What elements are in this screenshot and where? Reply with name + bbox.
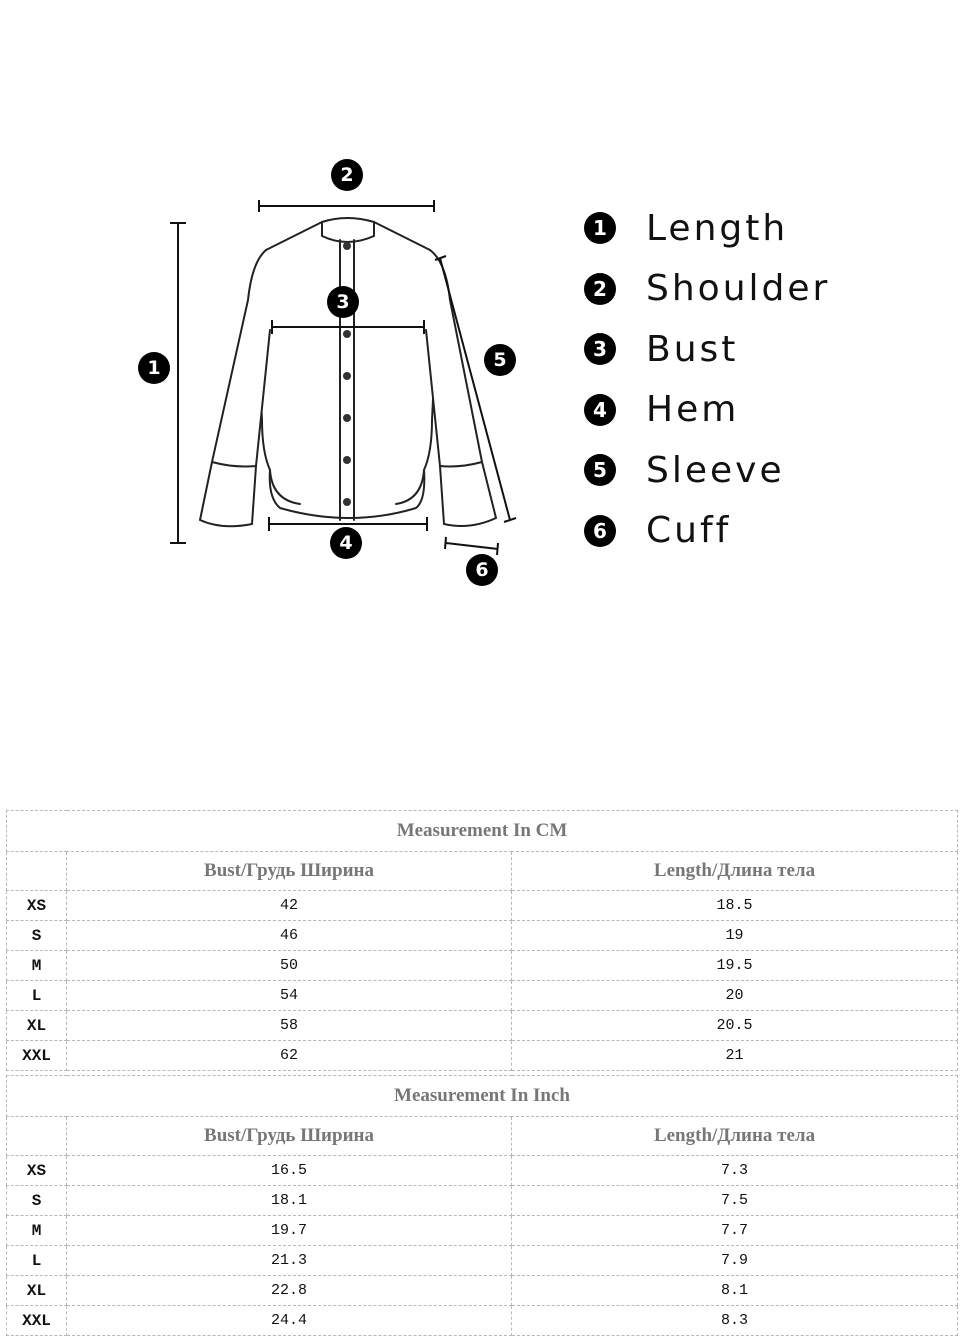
column-header-bust: Bust/Грудь Ширина <box>67 852 512 891</box>
column-header-length: Length/Длина тела <box>512 852 958 891</box>
legend-number: 6 <box>584 515 616 547</box>
legend-label: Hem <box>646 389 740 431</box>
legend-number: 5 <box>584 454 616 486</box>
table-row <box>7 981 958 1011</box>
hem-marker: 4 <box>330 527 362 559</box>
legend-item-cuff <box>584 501 944 562</box>
legend-label: Sleeve <box>646 449 785 491</box>
column-header-length: Length/Длина тела <box>512 1117 958 1156</box>
shoulder-marker: 2 <box>331 159 363 191</box>
legend-label: Shoulder <box>646 268 831 310</box>
length-cell: 7.3 <box>512 1156 958 1186</box>
length-cell: 8.1 <box>512 1276 958 1306</box>
bust-cell: 24.4 <box>67 1306 512 1336</box>
length-cell: 7.5 <box>512 1186 958 1216</box>
bust-cell: 50 <box>67 951 512 981</box>
legend-item-shoulder <box>584 259 944 320</box>
bust-cell: 16.5 <box>67 1156 512 1186</box>
length-cell: 19 <box>512 921 958 951</box>
table-row <box>7 921 958 951</box>
size-cell: L <box>7 1246 67 1276</box>
size-cell: XL <box>7 1276 67 1306</box>
table-row <box>7 1011 958 1041</box>
cuff-marker: 6 <box>466 554 498 586</box>
bust-cell: 22.8 <box>67 1276 512 1306</box>
legend-label: Length <box>646 207 789 249</box>
legend-item-length <box>584 198 944 259</box>
legend-item-sleeve <box>584 440 944 501</box>
size-cell: XL <box>7 1011 67 1041</box>
legend-item-bust <box>584 319 944 380</box>
table-caption: Measurement In Inch <box>7 1076 958 1117</box>
length-cell: 8.3 <box>512 1306 958 1336</box>
bust-cell: 19.7 <box>67 1216 512 1246</box>
shirt-measurement-diagram <box>0 0 962 640</box>
legend-number: 4 <box>584 394 616 426</box>
table-caption: Measurement In CM <box>7 811 958 852</box>
size-cell: L <box>7 981 67 1011</box>
left-sleeve <box>200 250 270 526</box>
length-cell: 20.5 <box>512 1011 958 1041</box>
legend-number: 2 <box>584 273 616 305</box>
table-row <box>7 1216 958 1246</box>
shirt-body <box>256 218 438 518</box>
size-cell: XS <box>7 891 67 921</box>
measurement-legend <box>584 198 944 561</box>
length-cell: 7.7 <box>512 1216 958 1246</box>
right-sleeve <box>426 250 496 526</box>
table-row <box>7 1156 958 1186</box>
size-cell: M <box>7 951 67 981</box>
bust-cell: 58 <box>67 1011 512 1041</box>
sleeve-marker: 5 <box>484 344 516 376</box>
size-cell: S <box>7 1186 67 1216</box>
bust-cell: 54 <box>67 981 512 1011</box>
bust-cell: 62 <box>67 1041 512 1071</box>
corner-cell <box>7 1117 67 1156</box>
size-cell: XXL <box>7 1306 67 1336</box>
length-cell: 19.5 <box>512 951 958 981</box>
bust-cell: 18.1 <box>67 1186 512 1216</box>
table-row <box>7 891 958 921</box>
size-cell: M <box>7 1216 67 1246</box>
table-row <box>7 1246 958 1276</box>
bust-cell: 21.3 <box>67 1246 512 1276</box>
bust-marker: 3 <box>327 286 359 318</box>
length-marker: 1 <box>138 352 170 384</box>
table-row <box>7 1186 958 1216</box>
size-tables <box>6 810 957 1340</box>
size-table-inch <box>6 1075 958 1336</box>
length-cell: 7.9 <box>512 1246 958 1276</box>
legend-label: Cuff <box>646 510 732 552</box>
table-row <box>7 1041 958 1071</box>
length-cell: 20 <box>512 981 958 1011</box>
legend-label: Bust <box>646 328 739 370</box>
table-row <box>7 951 958 981</box>
length-cell: 18.5 <box>512 891 958 921</box>
table-row <box>7 1276 958 1306</box>
legend-item-hem <box>584 380 944 441</box>
size-cell: XS <box>7 1156 67 1186</box>
size-table-cm <box>6 810 958 1071</box>
size-cell: S <box>7 921 67 951</box>
legend-number: 1 <box>584 212 616 244</box>
bust-cell: 42 <box>67 891 512 921</box>
legend-number: 3 <box>584 333 616 365</box>
size-cell: XXL <box>7 1041 67 1071</box>
column-header-bust: Bust/Грудь Ширина <box>67 1117 512 1156</box>
corner-cell <box>7 852 67 891</box>
table-row <box>7 1306 958 1336</box>
bust-cell: 46 <box>67 921 512 951</box>
length-cell: 21 <box>512 1041 958 1071</box>
